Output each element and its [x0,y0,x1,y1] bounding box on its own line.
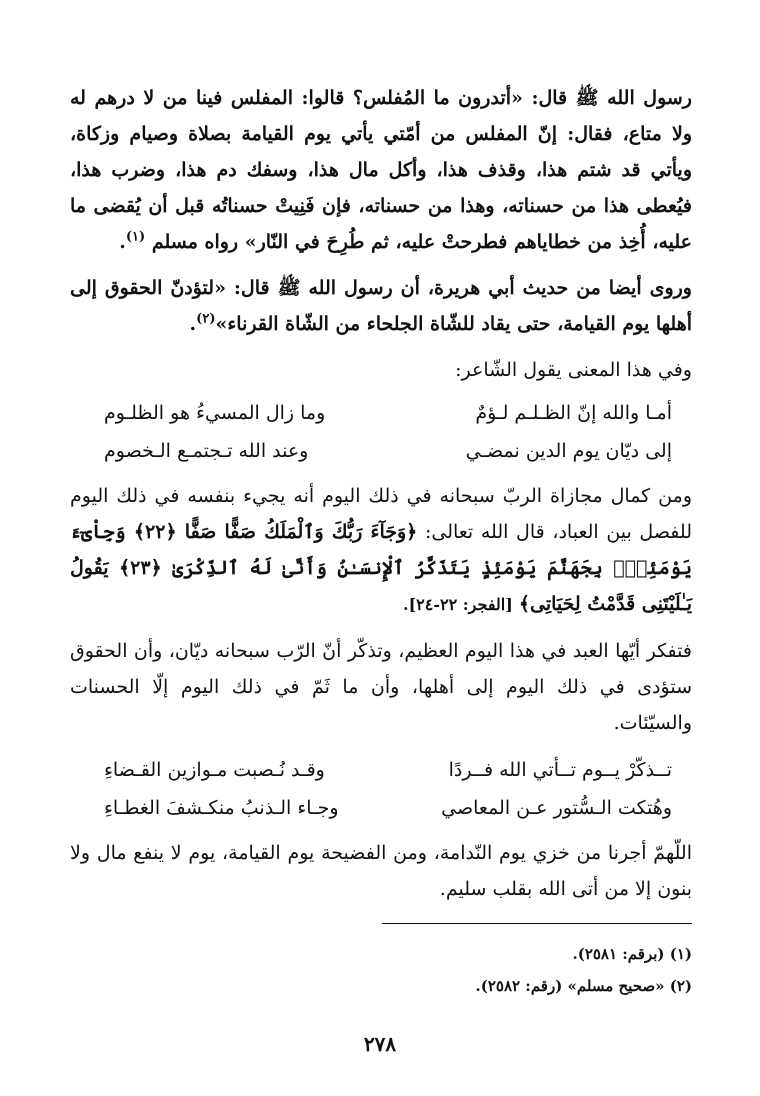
poem-verse [70,751,692,789]
poem-hemistich-left: وعند الله تـجتمـع الـخصوم [104,440,309,462]
quran-reference: [الفجر: ٢٢-٢٤]. [403,595,513,614]
poem-verse [70,789,692,827]
footnote-2: (٢) «صحيح مسلم» (رقم: ٢٥٨٢). [475,977,692,995]
footnote-marker-2: (٢) [196,311,216,327]
poem-second [70,751,692,827]
footnote-divider [382,923,692,924]
poem-hemistich-left: وجـاء الـذنبُ منكـشفَ الغطـاءِ [104,797,339,819]
quran-paragraph [70,478,692,623]
quran-verse: ﴿وَجَآءَ رَبُّكَ وَٱلْمَلَكُ صَفًّا صَفًّا ﴿٢٢﴾ وَجِاْىٓءَ يَوْمَئِذٍۭ بِجَهَنَّمَ يَوْمَئِذٍ يَتَذَكَّرُ ٱلْإِنسَـٰنُ وَأَنَّىٰ لَهُ ٱلذِّكْرَىٰ ﴿٢٣﴾ يَقُولُ يَـٰلَيْتَنِى قَدَّمْتُ لِحَيَاتِى﴾ [70,521,692,615]
supplication-paragraph: اللّهمّ أجرنا من خزي يوم النّدامة، ومن الفضيحة يوم القيامة، يوم لا ينفع مال ولا بنون إلا من أتى الله بقلب سليم. [70,842,692,900]
page-number: ٢٧٨ [363,1032,397,1056]
second-hadith-paragraph: وروى أيضا من حديث أبي هريرة، أن رسول الله ﷺ قال: «لتؤدنّ الحقوق إلى أهلها يوم القيامة، حتى يقاد للشّاة الجلحاء من الشّاة القرناء»$^{(٢)}$. [70,277,692,335]
footnote-1: (١) (برقم: ٢٥٨١). [572,945,692,963]
poem-verse [70,432,692,470]
poem-verse [70,394,692,432]
footnote-marker-1: (١) [125,229,146,245]
quran-intro-text: ومن كمال مجازاة الربّ سبحانه في ذلك اليوم أنه يجيء بنفسه في ذلك اليوم للفصل بين العباد، قال الله تعالى: [70,485,692,543]
second-hadith-text: وروى أيضا من حديث أبي هريرة، أن رسول الله ﷺ قال: «لتؤدنّ الحقوق إلى أهلها يوم القيامة، حتى يقاد للشّاة الجلحاء من الشّاة القرناء» [70,277,692,335]
poem-intro: وفي هذا المعنى يقول الشّاعر: [455,359,692,381]
hadith-text: رسول الله ﷺ قال: «أتدرون ما المُفلس؟ قالوا: المفلس فينا من لا درهم له ولا متاع، فقال: إنّ المفلس من أمّتي يأتي يوم القيامة بصلاة وصيام وزكاة، ويأتي قد شتم هذا، وقذف هذا، وأكل مال هذا، وسفك دم هذا، وضرب هذا، فيُعطى هذا من حسناته، وهذا من حسناته، فإن فَنِيتْ حسناتُه قبل أن يُقضى ما عليه، أُخِذ من خطاياهم فطرحتْ عليه، ثم طُرِحَ في النّار» رواه مسلم [70,87,692,253]
reflection-paragraph: فتفكر أيّها العبد في هذا اليوم العظيم، وتذكّر أنّ الرّب سبحانه ديّان، وأن الحقوق ستؤدى في ذلك اليوم إلى أهلها، وأن ما ثَمّ في ذلك اليوم إلّا الحسنات والسيّئات. [70,640,692,734]
poem-hemistich-right: وهُتكت الـسُّتور عـن المعاصي [441,797,672,819]
hadith-paragraph: رسول الله ﷺ قال: «أتدرون ما المُفلس؟ قالوا: المفلس فينا من لا درهم له ولا متاع، فقال: إنّ المفلس من أمّتي يأتي يوم القيامة بصلاة وصيام وزكاة، ويأتي قد شتم هذا، وقذف هذا، وأكل مال هذا، وسفك دم هذا، وضرب هذا، فيُعطى هذا من حسناته، وهذا من حسناته، فإن فَنِيتْ حسناتُه قبل أن يُقضى ما عليه، أُخِذ من خطاياهم فطرحتْ عليه، ثم طُرِحَ في النّار» رواه مسلم $^{(١)}$. [70,87,692,253]
poem-hemistich-left: وما زال المسيءُ هو الظلـوم [104,402,326,424]
poem-hemistich-right: أمـا والله إنّ الظـلـم لـؤمٌ [475,402,672,424]
poem-hemistich-left: وقـد نُـصبت مـوازين القـضاءِ [104,759,325,781]
poem-hemistich-right: إلى ديّان يوم الدين نمضـي [465,440,672,462]
poem-first [70,394,692,470]
poem-hemistich-right: تــذكّرْ يــوم تــأتي الله فــردًا [448,759,672,781]
